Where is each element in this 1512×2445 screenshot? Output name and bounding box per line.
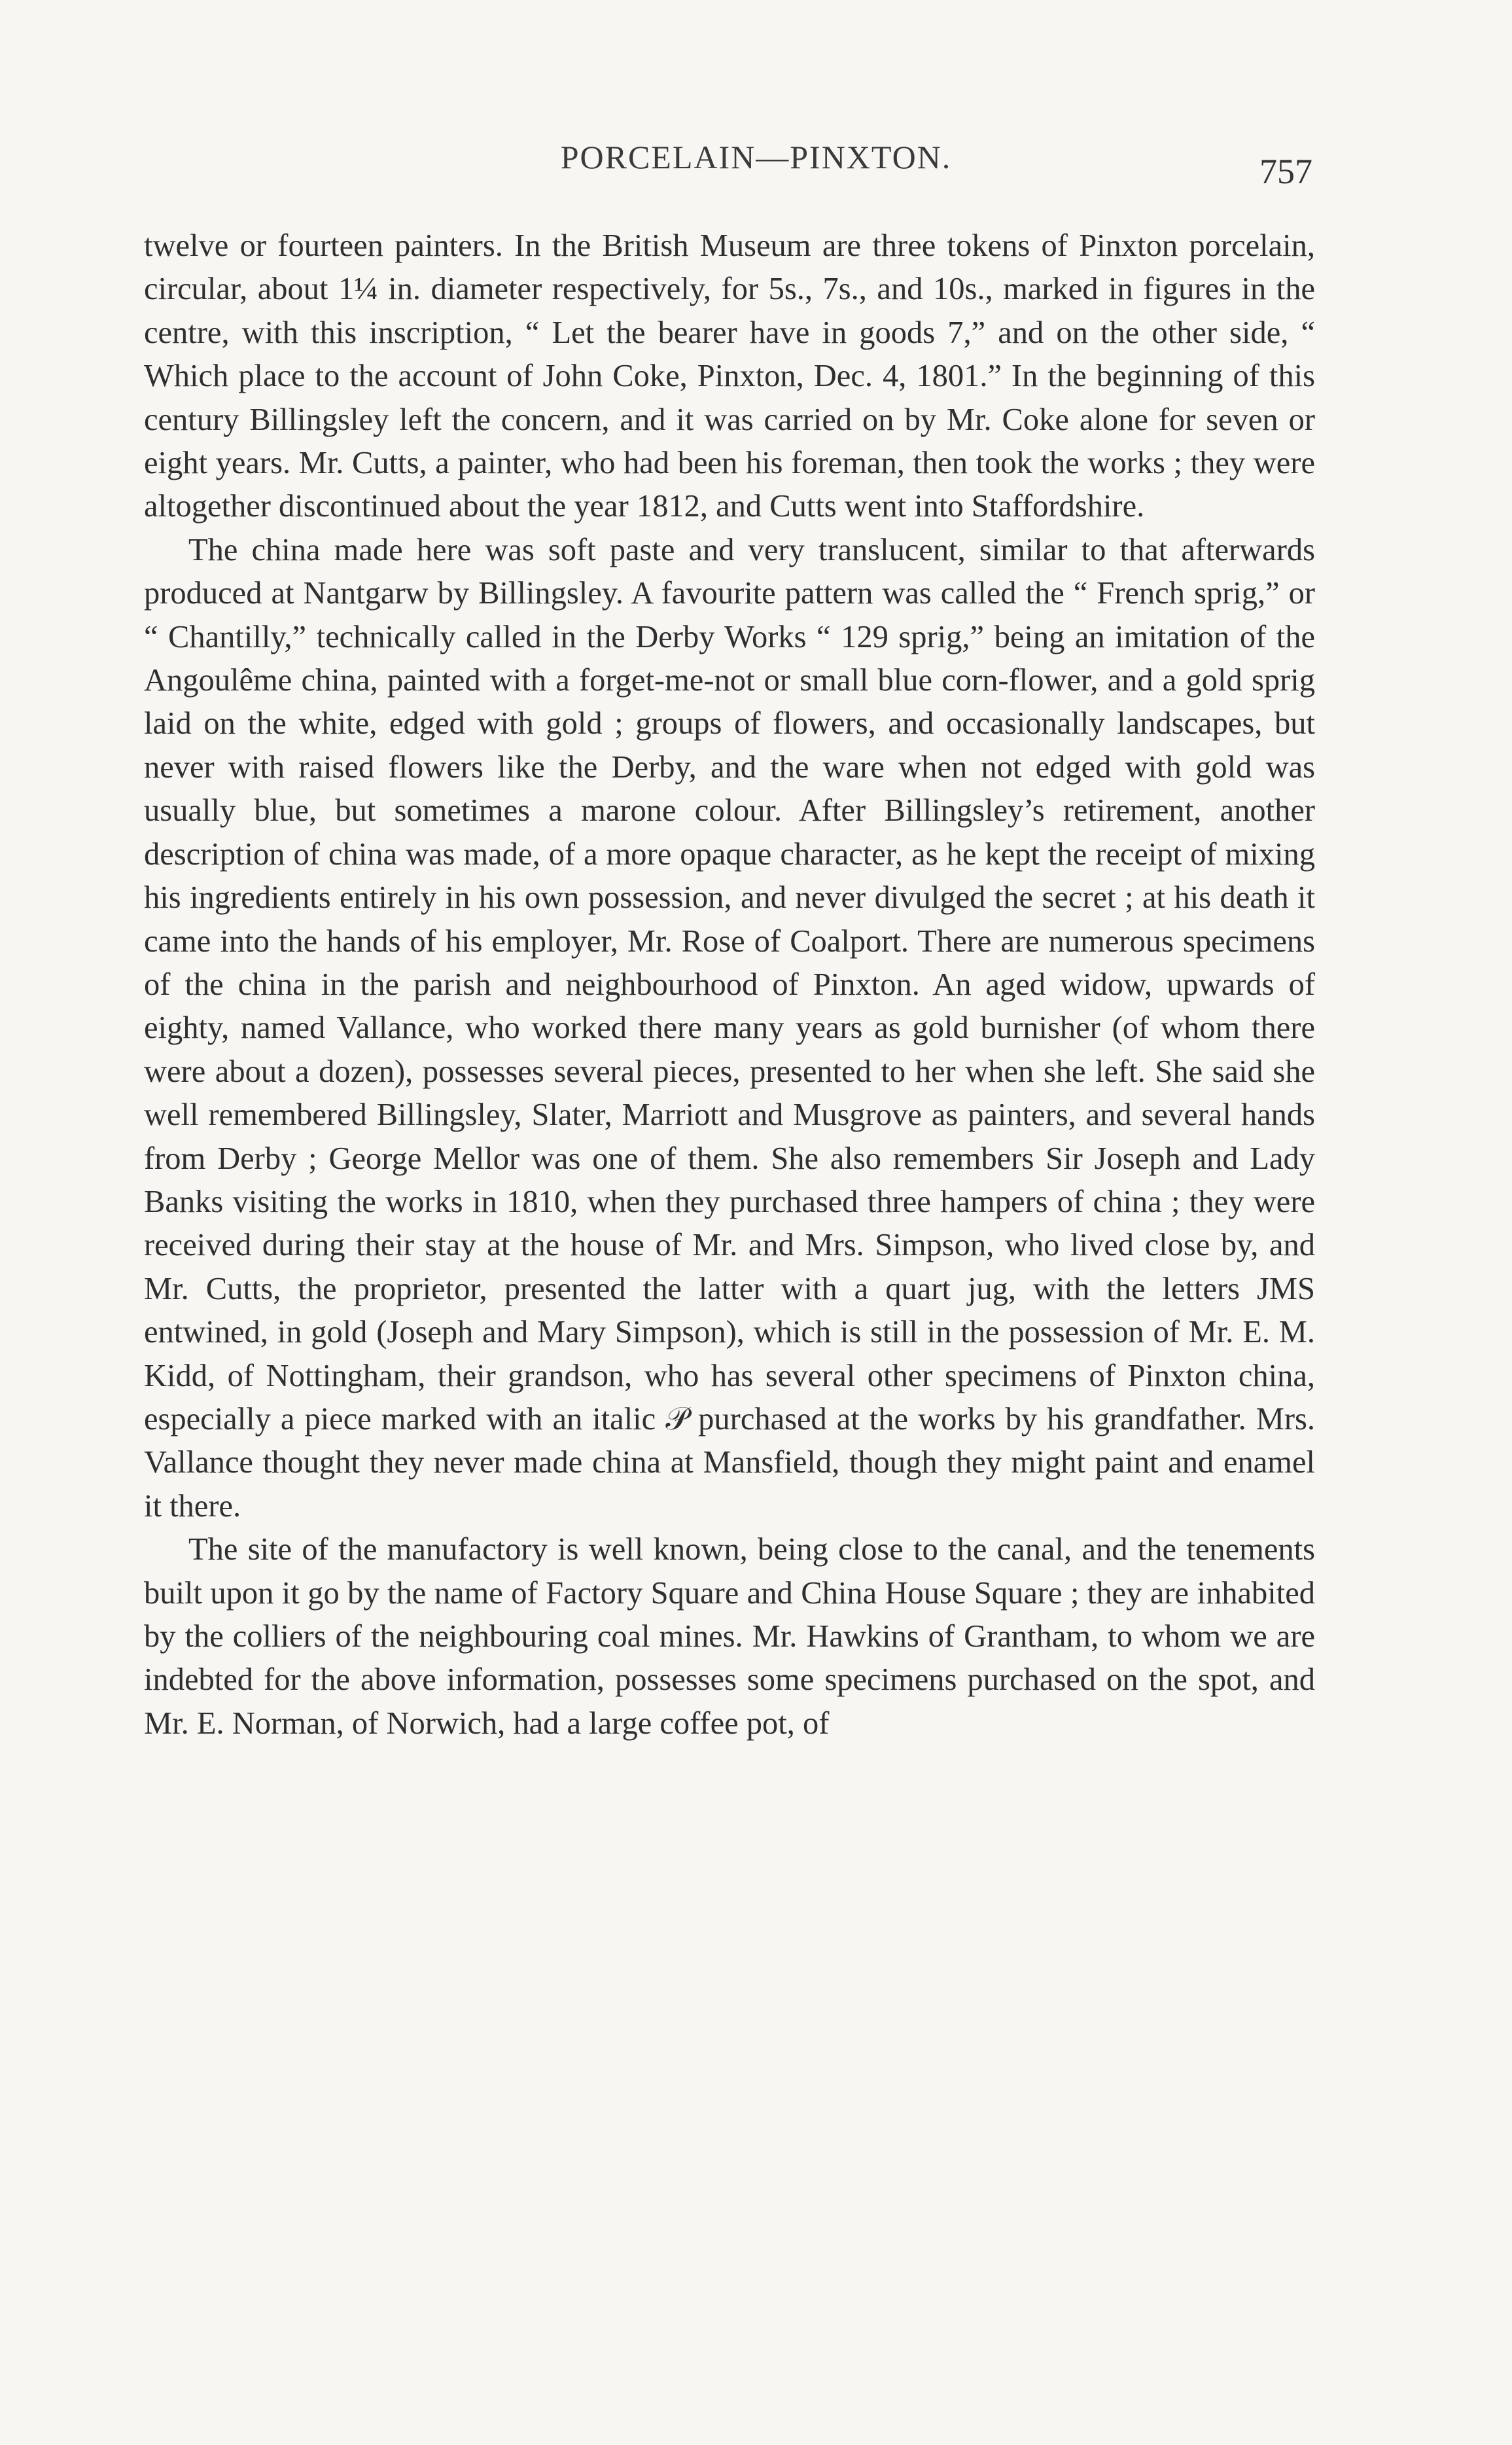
paragraph-manufactory-site: The site of the manufactory is well known, being close to the canal, and the tenements built upon it go by the name of Factory Square and China House Square ; they are inhabited by the colliers of the neighbouring coal mines. Mr. Hawkins of Grantham, to whom we are indebted for the above information, possesses some specimens purchased on the spot, and Mr. E. Norman, of Norwich, had a large coffee pot, of <box>144 1532 1315 1741</box>
page-number: 757 <box>1259 152 1312 191</box>
paragraph-china-description: The china made here was soft paste and very translucent, similar to that afterwards produced at Nantgarw by Billingsley. A favourite pattern was called the “ French sprig,” or “ Chantilly,” technically called in the Derby Works “ 129 sprig,” being an imitation of the Angoulême china, painted with a forget-me-not or small blue corn-flower, and a gold sprig laid on the white, edged with gold ; groups of flowers, and occasionally landscapes, but never with raised flowers like the Derby, and the ware when not edged with gold was usually blue, but sometimes a marone colour. After Billingsley’s retirement, another description of china was made, of a more opaque character, as he kept the receipt of mixing his ingredients entirely in his own possession, and never divulged the secret ; at his death it came into the hands of his employer, Mr. Rose of Coalport. There are numerous specimens of the china in the parish and neighbourhood of Pinxton. An aged widow, upwards of eighty, named Vallance, who worked there many years as gold burnisher (of whom there were about a dozen), possesses several pieces, presented to her when she left. She said she well remembered Billingsley, Slater, Marriott and Musgrove as painters, and several hands from Derby ; George Mellor was one of them. She also remembers Sir Joseph and Lady Banks visiting the works in 1810, when they purchased three hampers of china ; they were received during their stay at the house of Mr. and Mrs. Simpson, who lived close by, and Mr. Cutts, the proprietor, presented the latter with a quart jug, with the letters JMS entwined, in gold (Joseph and Mary Simpson), which is still in the possession of Mr. E. M. Kidd, of Nottingham, their grandson, who has several other specimens of Pinxton china, especially a piece marked with an italic 𝒫 purchased at the works by his grandfather. Mrs. Vallance thought they never made china at Mansfield, though they might paint and enamel it there. <box>144 532 1315 1524</box>
body-text <box>144 224 1315 1745</box>
paragraph-continuation: twelve or fourteen painters. In the British Museum are three tokens of Pinxton porcelain, circular, about 1¼ in. diameter respectively, for 5s., 7s., and 10s., marked in figures in the centre, with this inscription, “ Let the bearer have in goods 7,” and on the other side, “ Which place to the account of John Coke, Pinxton, Dec. 4, 1801.” In the beginning of this century Billingsley left the concern, and it was carried on by Mr. Coke alone for seven or eight years. Mr. Cutts, a painter, who had been his foreman, then took the works ; they were altogether discontinued about the year 1812, and Cutts went into Staffordshire. <box>144 228 1315 524</box>
running-title: PORCELAIN—PINXTON. <box>560 139 952 175</box>
running-head <box>0 137 1512 196</box>
